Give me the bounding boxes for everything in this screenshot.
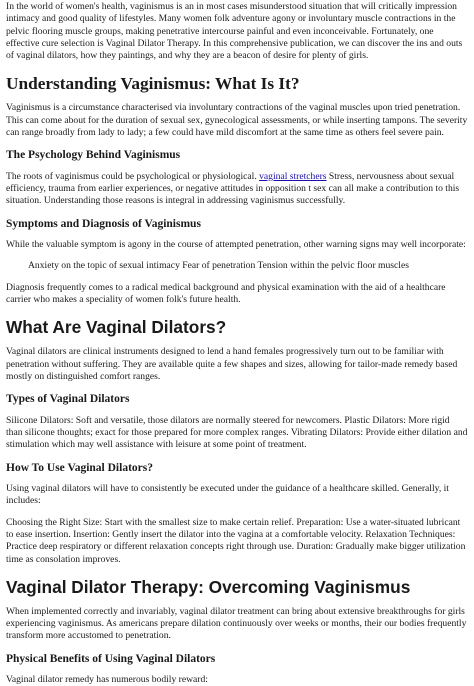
subheading-symptoms: Symptoms and Diagnosis of Vaginismus	[6, 217, 201, 230]
symptoms-list: Anxiety on the topic of sexual intimacy Fear of penetration Tension within the pelvic floor muscles	[28, 260, 409, 272]
section-title-therapy: Vaginal Dilator Therapy: Overcoming Vaginismus	[6, 576, 411, 597]
subheading-psychology: The Psychology Behind Vaginismus	[6, 149, 181, 162]
symptoms-paragraph: While the valuable symptom is agony in the course of attempted penetration, other warning signs may well incorporate:	[6, 239, 466, 251]
types-paragraph: Silicone Dilators: Soft and versatile, those dilators are normally steered for newcomers. Plastic Dilators: More rigid than silicone thoughts; exact for those prepared for more complex ranges. Vibrating Dilators: Provide either dilation and stimulation which may well assistance with leisure at some point of treatment.	[6, 414, 468, 451]
dilators-definition-paragraph: Vaginal dilators are clinical instruments designed to lend a hand females progressively turn out to be familiar with penetration without suffering. They are available quite a few shapes and sizes, allowing for tailor-made remedy based mostly on distinguished comfort ranges.	[6, 346, 458, 382]
vaginal-stretchers-link[interactable]: vaginal stretchers	[259, 170, 327, 182]
subheading-types: Types of Vaginal Dilators	[6, 393, 130, 406]
therapy-paragraph: When implemented correctly and invariably, vaginal dilator treatment can bring about extensive breakthroughs for girls experiencing vaginismus. As americans prepare dilation continuously over weeks or months, their our bodies frequently transform more accustomed to penetration.	[6, 605, 467, 642]
vaginismus-definition-paragraph: Vaginismus is a circumstance characterised via involuntary contractions of the vaginal muscles upon tried penetration. This can come about for the duration of sexual sex, gynecological assessments, or while inserting tampons. The severity can range broadly from lady to lady; a few could have mild discomfort at the same time as others feel severe pain.	[6, 102, 468, 138]
article	[0, 1, 474, 686]
psychology-text-before: The roots of vaginismus could be psychological or physiological.	[6, 170, 260, 182]
subheading-physical-benefits: Physical Benefits of Using Vaginal Dilators	[6, 652, 216, 665]
psychology-text-after: Stress, nervousness about sexual efficiency, trauma from earlier experiences, or negative attitudes in opposition t sex can all make a contribution to this situation. Understanding those reasons is integral in addressing vaginismus successfully.	[6, 170, 460, 207]
section-title-dilators: What Are Vaginal Dilators?	[6, 317, 227, 338]
section-title-understanding: Understanding Vaginismus: What Is It?	[6, 74, 300, 94]
psychology-paragraph	[6, 171, 468, 208]
how-to-use-paragraph: Using vaginal dilators will have to consistently be executed under the guidance of a healthcare skilled. Generally, it includes:	[6, 483, 449, 507]
intro-paragraph: In the world of women's health, vaginismus is an in most cases misunderstood situation that will critically impression intimacy and good quality of lifestyles. Many women folk adventure agony or involuntary muscle contractions in the pelvic flooring muscle groups, making penetrative intercourse painful and even inconceivable. Fortunately, one effective cure selection is Vaginal Dilator Therapy. In this comprehensive publication, we can discover the ins and outs of vaginal dilators, how they paintings, and why they are a beacon of desire for plenty of girls.	[6, 1, 463, 62]
benefits-paragraph: Vaginal dilator remedy has numerous bodily reward:	[6, 674, 208, 686]
how-to-use-steps: Choosing the Right Size: Start with the smallest size to make certain relief. Preparation: Use a water-situated lubricant to ease insertion. Insertion: Gently insert the dilator into the vagina at a comfortable velocity. Relaxation Techniques: Practice deep respiratory or different relaxation concepts right through use. Duration: Gradually make bigger utilization time as consolation improves.	[6, 516, 466, 565]
subheading-how-to-use: How To Use Vaginal Dilators?	[6, 461, 153, 474]
diagnosis-paragraph: Diagnosis frequently comes to a radical medical background and physical examination with the aid of a healthcare carrier who makes a speciality of women folk's future health.	[6, 281, 446, 306]
